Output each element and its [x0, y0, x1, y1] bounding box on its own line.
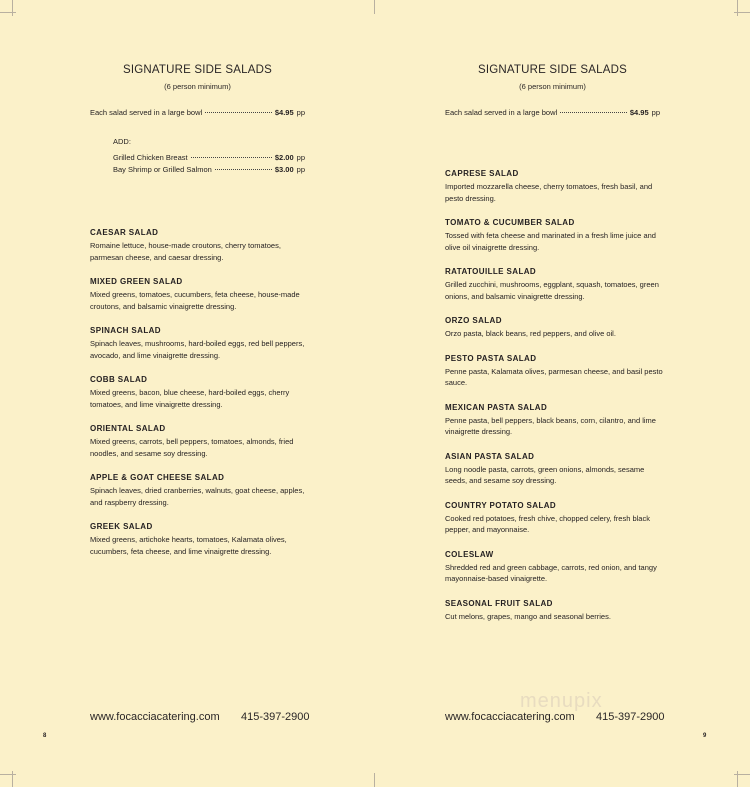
item-description: Mixed greens, artichoke hearts, tomatoes, Kalamata olives, cucumbers, feta cheese, and lime vinaigrette dressing. — [90, 535, 287, 556]
item-name: ORIENTAL SALAD — [90, 424, 166, 433]
addon-price-line — [113, 153, 305, 162]
price-unit: pp — [296, 108, 305, 117]
bowl-price-line — [90, 108, 305, 117]
section-title: SIGNATURE SIDE SALADS — [122, 64, 273, 76]
menu-item — [445, 452, 665, 487]
menu-item — [445, 501, 665, 536]
addon-price: $3.00 — [274, 165, 294, 174]
item-description: Orzo pasta, black beans, red peppers, and olive oil. — [445, 329, 616, 338]
menu-item — [445, 169, 665, 204]
website-link[interactable]: www.focacciacatering.com — [445, 711, 575, 723]
bowl-label: Each salad served in a large bowl — [90, 108, 203, 117]
menu-item — [90, 326, 310, 361]
bowl-price: $4.95 — [629, 108, 649, 117]
item-name: ORZO SALAD — [445, 316, 502, 325]
menu-item — [445, 218, 665, 253]
menu-item — [445, 354, 665, 389]
price-unit: pp — [296, 153, 305, 162]
menu-item — [90, 473, 310, 508]
item-name: MEXICAN PASTA SALAD — [445, 402, 548, 412]
menu-item — [90, 277, 310, 312]
item-description: Penne pasta, Kalamata olives, parmesan cheese, and basil pesto sauce. — [445, 366, 663, 387]
item-description: Tossed with feta cheese and marinated in a fresh lime juice and olive oil vinaigrette dressing. — [445, 231, 656, 252]
item-description: Mixed greens, carrots, bell peppers, tomatoes, almonds, fried noodles, and sesame soy dressing. — [90, 437, 294, 458]
menu-item — [445, 316, 665, 340]
addon-label: Grilled Chicken Breast — [113, 153, 188, 162]
item-name: COBB SALAD — [90, 375, 148, 384]
item-description: Spinach leaves, dried cranberries, walnuts, goat cheese, apples, and raspberry dressing. — [90, 486, 305, 507]
item-name: CAPRESE SALAD — [445, 169, 519, 178]
item-description: Romaine lettuce, house-made croutons, cherry tomatoes, parmesan cheese, and caesar dressing. — [90, 241, 281, 262]
dot-leader — [191, 157, 272, 158]
dot-leader — [205, 112, 272, 113]
phone-number[interactable]: 415-397-2900 — [596, 711, 665, 723]
add-label: ADD: — [113, 137, 131, 146]
item-description: Imported mozzarella cheese, cherry tomatoes, fresh basil, and pesto dressing. — [445, 182, 653, 203]
menu-item — [90, 424, 310, 459]
item-name: COUNTRY POTATO SALAD — [445, 500, 557, 510]
right-page — [375, 0, 750, 787]
item-name: PESTO PASTA SALAD — [445, 353, 537, 363]
addon-price-line — [113, 165, 305, 174]
item-name: GREEK SALAD — [90, 522, 153, 531]
menu-item — [445, 403, 665, 438]
item-description: Penne pasta, bell peppers, black beans, corn, cilantro, and lime vinaigrette dressing. — [445, 415, 656, 436]
item-description: Spinach leaves, mushrooms, hard-boiled eggs, red bell peppers, avocado, and lime vinaigrette dressing. — [90, 339, 305, 360]
item-name: SEASONAL FRUIT SALAD — [445, 598, 553, 608]
item-description: Grilled zucchini, mushrooms, eggplant, squash, tomatoes, green onions, and balsamic vinaigrette dressing. — [445, 280, 659, 301]
item-name: RATATOUILLE SALAD — [445, 267, 537, 276]
website-link[interactable]: www.focacciacatering.com — [90, 711, 220, 723]
item-description: Cut melons, grapes, mango and seasonal berries. — [445, 611, 611, 621]
section-subtitle: (6 person minimum) — [164, 82, 231, 91]
page-number: 9 — [703, 733, 707, 739]
salad-list — [90, 228, 310, 571]
section-title: SIGNATURE SIDE SALADS — [477, 64, 628, 76]
bowl-price-line — [445, 108, 660, 117]
menu-item — [90, 228, 310, 263]
item-name: MIXED GREEN SALAD — [90, 277, 183, 286]
price-unit: pp — [651, 108, 660, 117]
page-number: 8 — [43, 733, 47, 739]
menu-item — [445, 267, 665, 302]
item-description: Mixed greens, tomatoes, cucumbers, feta cheese, house-made croutons, and balsamic vinaigrette dressing. — [90, 290, 300, 311]
watermark-logo: menupix — [520, 690, 603, 712]
item-name: COLESLAW — [445, 549, 494, 559]
menu-item — [445, 599, 665, 623]
item-name: APPLE & GOAT CHEESE SALAD — [90, 473, 225, 482]
phone-number[interactable]: 415-397-2900 — [241, 711, 310, 723]
item-name: ASIAN PASTA SALAD — [445, 451, 535, 461]
section-subtitle: (6 person minimum) — [519, 82, 586, 91]
menu-item — [445, 550, 665, 585]
item-name: TOMATO & CUCUMBER SALAD — [445, 218, 575, 227]
menu-item — [90, 375, 310, 410]
item-description: Mixed greens, bacon, blue cheese, hard-boiled eggs, cherry tomatoes, and lime vinaigrette dressing. — [90, 388, 290, 409]
price-unit: pp — [296, 165, 305, 174]
bowl-price: $4.95 — [274, 108, 294, 117]
addon-price: $2.00 — [274, 153, 294, 162]
item-name: CAESAR SALAD — [90, 228, 159, 237]
item-description: Long noodle pasta, carrots, green onions, almonds, sesame seeds, and sesame soy dressing. — [445, 464, 645, 485]
addon-label: Bay Shrimp or Grilled Salmon — [113, 165, 212, 174]
dot-leader — [215, 169, 272, 170]
dot-leader — [560, 112, 627, 113]
salad-list — [445, 169, 665, 636]
menu-item — [90, 522, 310, 557]
item-description: Shredded red and green cabbage, carrots, red onion, and tangy mayonnaise-based vinaigrette. — [445, 562, 657, 583]
item-description: Cooked red potatoes, fresh chive, chopped celery, fresh black pepper, and mayonnaise. — [445, 513, 650, 534]
item-name: SPINACH SALAD — [90, 326, 161, 335]
bowl-label: Each salad served in a large bowl — [445, 108, 558, 117]
